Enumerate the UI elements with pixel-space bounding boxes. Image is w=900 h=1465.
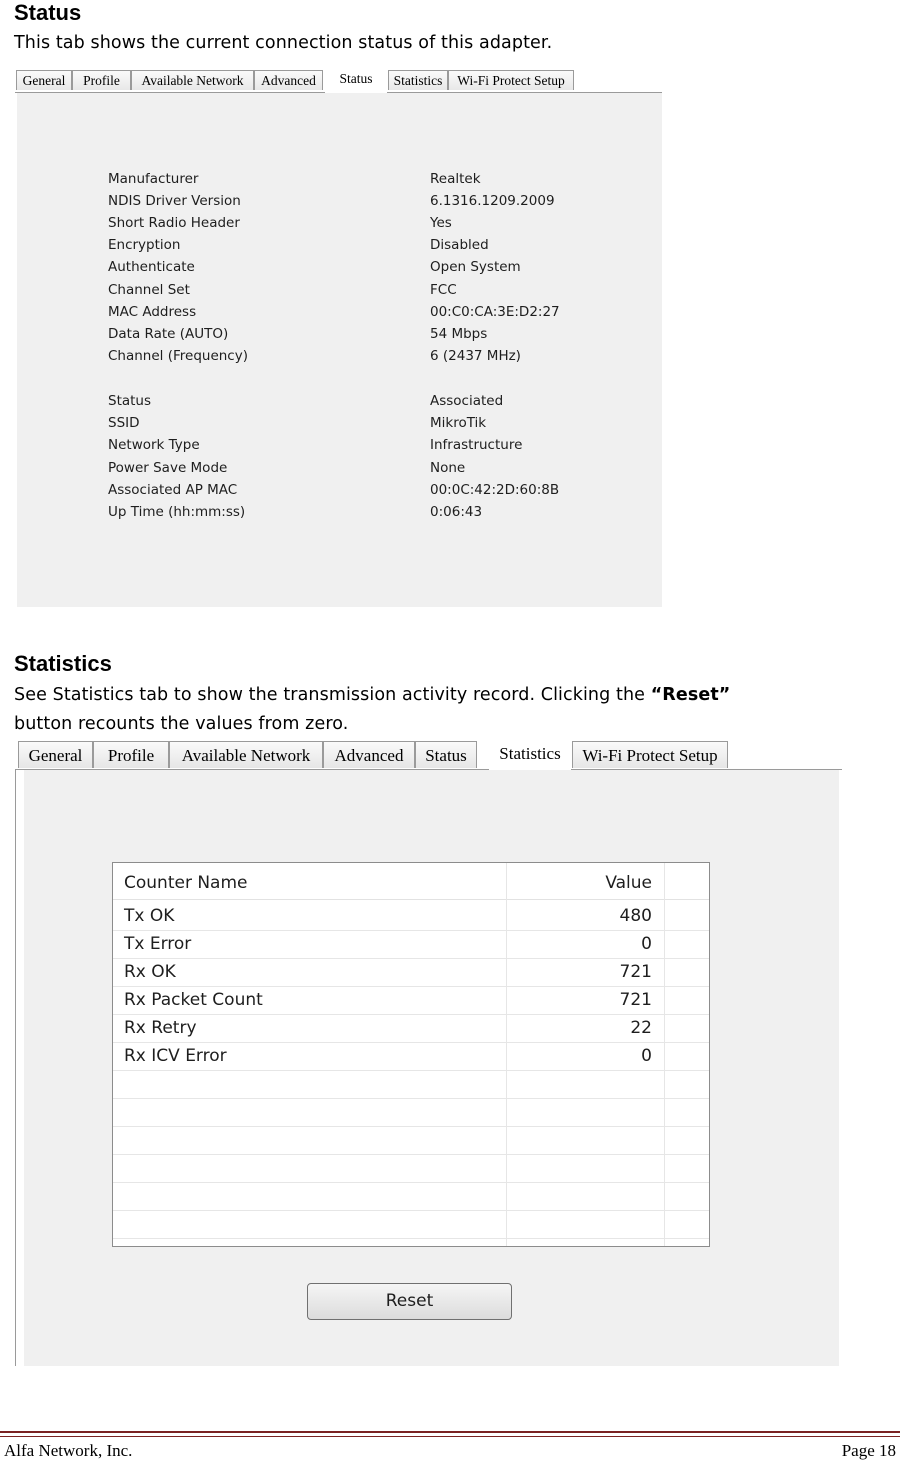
status-value: Disabled — [430, 237, 489, 253]
row-divider — [113, 986, 709, 987]
row-divider — [113, 1070, 709, 1071]
status-label: Associated AP MAC — [108, 482, 238, 498]
status-label: Network Type — [108, 437, 200, 453]
footer-rule-thin — [0, 1436, 900, 1437]
status-value: Yes — [430, 215, 452, 231]
tab-available-network[interactable]: Available Network — [169, 741, 323, 768]
status-label: Up Time (hh:mm:ss) — [108, 504, 246, 520]
tab-statistics[interactable]: Statistics — [388, 70, 448, 90]
row-divider — [113, 1238, 709, 1239]
tab-advanced[interactable]: Advanced — [254, 70, 323, 90]
column-header-counter-name[interactable]: Counter Name — [124, 873, 248, 893]
status-value: Realtek — [430, 171, 481, 187]
statistics-description — [14, 681, 894, 739]
counter-name: Tx OK — [124, 906, 175, 926]
tab-advanced[interactable]: Advanced — [323, 741, 415, 768]
statistics-heading: Statistics — [14, 651, 112, 676]
panel-border — [15, 769, 16, 1366]
counter-value: 721 — [619, 990, 652, 1010]
tab-status[interactable]: Status — [325, 68, 387, 93]
status-value: None — [430, 460, 466, 476]
description-text-continued: button recounts the values from zero. — [14, 714, 349, 734]
counter-value: 0 — [641, 1046, 652, 1066]
status-label: NDIS Driver Version — [108, 193, 241, 209]
status-tab-bar — [15, 68, 662, 93]
counter-value: 22 — [630, 1018, 652, 1038]
footer-rule — [0, 1431, 900, 1433]
status-value: 00:0C:42:2D:60:8B — [430, 482, 560, 498]
counter-value: 0 — [641, 934, 652, 954]
status-value: Associated — [430, 393, 504, 409]
row-divider — [113, 1126, 709, 1127]
row-divider — [113, 1098, 709, 1099]
status-label: Channel Set — [108, 282, 190, 298]
status-value: 6 (2437 MHz) — [430, 348, 521, 364]
status-label: SSID — [108, 415, 140, 431]
tab-profile[interactable]: Profile — [93, 741, 169, 768]
status-value: MikroTik — [430, 415, 487, 431]
counter-name: Rx Packet Count — [124, 990, 263, 1010]
counter-name: Rx ICV Error — [124, 1046, 227, 1066]
status-heading: Status — [14, 0, 82, 25]
status-label: Encryption — [108, 237, 181, 253]
description-text: See Statistics tab to show the transmission activity record. Clicking the — [14, 685, 651, 705]
reset-emphasis: “Reset” — [650, 685, 731, 705]
counter-value: 480 — [619, 906, 652, 926]
status-label: Manufacturer — [108, 171, 199, 187]
statistics-table[interactable] — [112, 862, 710, 1247]
status-label: Channel (Frequency) — [108, 348, 248, 364]
status-label: Data Rate (AUTO) — [108, 326, 229, 342]
footer-company: Alfa Network, Inc. — [4, 1441, 133, 1460]
tab-general[interactable]: General — [18, 741, 93, 768]
status-value: FCC — [430, 282, 457, 298]
column-header-value[interactable]: Value — [605, 873, 652, 893]
counter-name: Tx Error — [124, 934, 192, 954]
tab-wifi-protect-setup[interactable]: Wi-Fi Protect Setup — [448, 70, 574, 90]
status-panel — [17, 93, 662, 607]
status-value: 0:06:43 — [430, 504, 483, 520]
status-value: 00:C0:CA:3E:D2:27 — [430, 304, 560, 320]
reset-button[interactable]: Reset — [307, 1283, 512, 1320]
tab-status[interactable]: Status — [415, 741, 477, 768]
counter-name: Rx Retry — [124, 1018, 197, 1038]
status-description: This tab shows the current connection status of this adapter. — [14, 33, 553, 53]
status-value: Infrastructure — [430, 437, 523, 453]
status-label: Authenticate — [108, 259, 195, 275]
table-header — [113, 863, 709, 900]
row-divider — [113, 958, 709, 959]
tab-wifi-protect-setup[interactable]: Wi-Fi Protect Setup — [572, 741, 728, 768]
statistics-tab-bar — [15, 739, 842, 770]
row-divider — [113, 1014, 709, 1015]
tab-available-network[interactable]: Available Network — [131, 70, 254, 90]
column-divider — [664, 863, 665, 1246]
status-label: MAC Address — [108, 304, 197, 320]
row-divider — [113, 1154, 709, 1155]
status-label: Status — [108, 393, 152, 409]
column-divider — [506, 863, 507, 1246]
row-divider — [113, 930, 709, 931]
status-value: Open System — [430, 259, 521, 275]
tab-statistics[interactable]: Statistics — [489, 739, 571, 770]
status-label: Short Radio Header — [108, 215, 240, 231]
status-value: 6.1316.1209.2009 — [430, 193, 555, 209]
status-label: Power Save Mode — [108, 460, 228, 476]
row-divider — [113, 1210, 709, 1211]
counter-value: 721 — [619, 962, 652, 982]
row-divider — [113, 1182, 709, 1183]
row-divider — [113, 1042, 709, 1043]
page-number: Page 18 — [841, 1441, 896, 1460]
tab-profile[interactable]: Profile — [72, 70, 131, 90]
counter-name: Rx OK — [124, 962, 176, 982]
tab-general[interactable]: General — [16, 70, 72, 90]
status-value: 54 Mbps — [430, 326, 488, 342]
